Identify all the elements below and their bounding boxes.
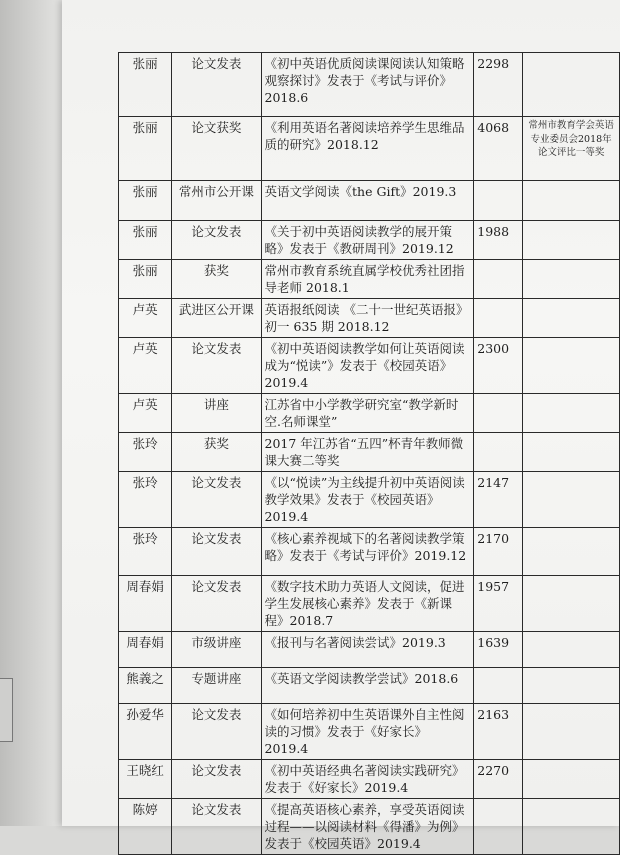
remark-cell	[523, 260, 620, 299]
table-row	[119, 394, 620, 433]
author-name-cell: 张丽	[119, 260, 172, 299]
achievement-type-cell: 讲座	[172, 394, 261, 433]
table-row	[119, 576, 620, 632]
remark-cell	[523, 704, 620, 760]
table-row	[119, 799, 620, 855]
table-row	[119, 53, 620, 117]
author-name-cell: 熊義之	[119, 668, 172, 704]
record-number-cell	[474, 260, 523, 299]
adjacent-page-edge	[0, 678, 13, 742]
record-number-cell	[474, 433, 523, 472]
remark-cell	[523, 53, 620, 117]
achievement-description-cell: 英语文学阅读《the Gift》2019.3	[261, 181, 474, 221]
remark-cell	[523, 472, 620, 528]
author-name-cell: 周春娟	[119, 632, 172, 668]
author-name-cell: 张丽	[119, 221, 172, 260]
table-row	[119, 704, 620, 760]
table-row	[119, 117, 620, 181]
remark-cell	[523, 338, 620, 394]
achievement-type-cell: 论文获奖	[172, 117, 261, 181]
achievement-description-cell: 《初中英语经典名著阅读实践研究》发表于《好家长》2019.4	[261, 760, 474, 799]
remark-cell	[523, 576, 620, 632]
remark-cell	[523, 799, 620, 855]
table-row	[119, 260, 620, 299]
author-name-cell: 孙爱华	[119, 704, 172, 760]
achievement-type-cell: 论文发表	[172, 704, 261, 760]
achievement-type-cell: 获奖	[172, 433, 261, 472]
achievement-description-cell: 《英语文学阅读教学尝试》2018.6	[261, 668, 474, 704]
achievement-description-cell: 常州市教育系统直属学校优秀社团指导老师 2018.1	[261, 260, 474, 299]
document-page	[62, 0, 620, 851]
achievement-description-cell: 《初中英语阅读教学如何让英语阅读成为“悦读”》发表于《校园英语》2019.4	[261, 338, 474, 394]
achievement-description-cell: 《利用英语名著阅读培养学生思维品质的研究》2018.12	[261, 117, 474, 181]
record-number-cell: 1988	[474, 221, 523, 260]
author-name-cell: 张丽	[119, 117, 172, 181]
record-number-cell: 1639	[474, 632, 523, 668]
author-name-cell: 王晓红	[119, 760, 172, 799]
table-row	[119, 299, 620, 338]
remark-cell	[523, 221, 620, 260]
achievement-description-cell: 《数字技术助力英语人文阅读，促进学生发展核心素养》发表于《新课程》2018.7	[261, 576, 474, 632]
remark-cell	[523, 394, 620, 433]
achievement-description-cell: 2017 年江苏省“五四”杯青年教师微课大赛二等奖	[261, 433, 474, 472]
achievement-type-cell: 常州市公开课	[172, 181, 261, 221]
achievement-description-cell: 《核心素养视域下的名著阅读教学策略》发表于《考试与评价》2019.12	[261, 528, 474, 576]
record-number-cell	[474, 394, 523, 433]
author-name-cell: 陈婷	[119, 799, 172, 855]
remark-cell	[523, 299, 620, 338]
achievement-description-cell: 《初中英语优质阅读课阅读认知策略观察探讨》发表于《考试与评价》2018.6	[261, 53, 474, 117]
record-number-cell: 2147	[474, 472, 523, 528]
record-number-cell: 1957	[474, 576, 523, 632]
record-number-cell: 2300	[474, 338, 523, 394]
achievement-type-cell: 论文发表	[172, 53, 261, 117]
achievement-type-cell: 市级讲座	[172, 632, 261, 668]
table-body	[119, 53, 620, 855]
achievement-description-cell: 江苏省中小学教学研究室“教学新时空.名师课堂”	[261, 394, 474, 433]
achievement-type-cell: 论文发表	[172, 472, 261, 528]
author-name-cell: 张玲	[119, 472, 172, 528]
achievement-type-cell: 获奖	[172, 260, 261, 299]
author-name-cell: 周春娟	[119, 576, 172, 632]
table-row	[119, 760, 620, 799]
remark-cell	[523, 433, 620, 472]
achievement-type-cell: 武进区公开课	[172, 299, 261, 338]
achievement-description-cell: 《以“悦读”为主线提升初中英语阅读教学效果》发表于《校园英语》2019.4	[261, 472, 474, 528]
table-row	[119, 338, 620, 394]
author-name-cell: 张玲	[119, 528, 172, 576]
achievement-type-cell: 论文发表	[172, 799, 261, 855]
record-number-cell: 2298	[474, 53, 523, 117]
achievements-table	[118, 52, 620, 855]
author-name-cell: 张丽	[119, 53, 172, 117]
achievement-type-cell: 论文发表	[172, 221, 261, 260]
achievement-type-cell: 论文发表	[172, 576, 261, 632]
remark-cell	[523, 632, 620, 668]
achievement-description-cell: 《报刊与名著阅读尝试》2019.3	[261, 632, 474, 668]
record-number-cell	[474, 299, 523, 338]
author-name-cell: 卢英	[119, 394, 172, 433]
achievement-type-cell: 论文发表	[172, 338, 261, 394]
remark-cell	[523, 181, 620, 221]
remark-cell: 常州市教育学会英语专业委员会2018年论文评比一等奖	[523, 117, 620, 181]
remark-cell	[523, 528, 620, 576]
table-row	[119, 632, 620, 668]
achievement-description-cell: 《提高英语核心素养，享受英语阅读过程——以阅读材料《得潘》为例》发表于《校园英语》2019.4	[261, 799, 474, 855]
author-name-cell: 卢英	[119, 338, 172, 394]
record-number-cell	[474, 181, 523, 221]
table-row	[119, 528, 620, 576]
remark-cell	[523, 760, 620, 799]
table-row	[119, 433, 620, 472]
author-name-cell: 卢英	[119, 299, 172, 338]
table-row	[119, 221, 620, 260]
achievement-type-cell: 论文发表	[172, 760, 261, 799]
record-number-cell: 2163	[474, 704, 523, 760]
record-number-cell	[474, 668, 523, 704]
record-number-cell: 2270	[474, 760, 523, 799]
remark-cell	[523, 668, 620, 704]
author-name-cell: 张丽	[119, 181, 172, 221]
record-number-cell: 4068	[474, 117, 523, 181]
table-row	[119, 181, 620, 221]
achievement-description-cell: 《关于初中英语阅读教学的展开策略》发表于《教研周刊》2019.12	[261, 221, 474, 260]
achievement-type-cell: 专题讲座	[172, 668, 261, 704]
achievement-type-cell: 论文发表	[172, 528, 261, 576]
table-row	[119, 472, 620, 528]
author-name-cell: 张玲	[119, 433, 172, 472]
table-row	[119, 668, 620, 704]
record-number-cell	[474, 799, 523, 855]
record-number-cell: 2170	[474, 528, 523, 576]
achievement-description-cell: 《如何培养初中生英语课外自主性阅读的习惯》发表于《好家长》2019.4	[261, 704, 474, 760]
achievement-description-cell: 英语报纸阅读 《二十一世纪英语报》初一 635 期 2018.12	[261, 299, 474, 338]
